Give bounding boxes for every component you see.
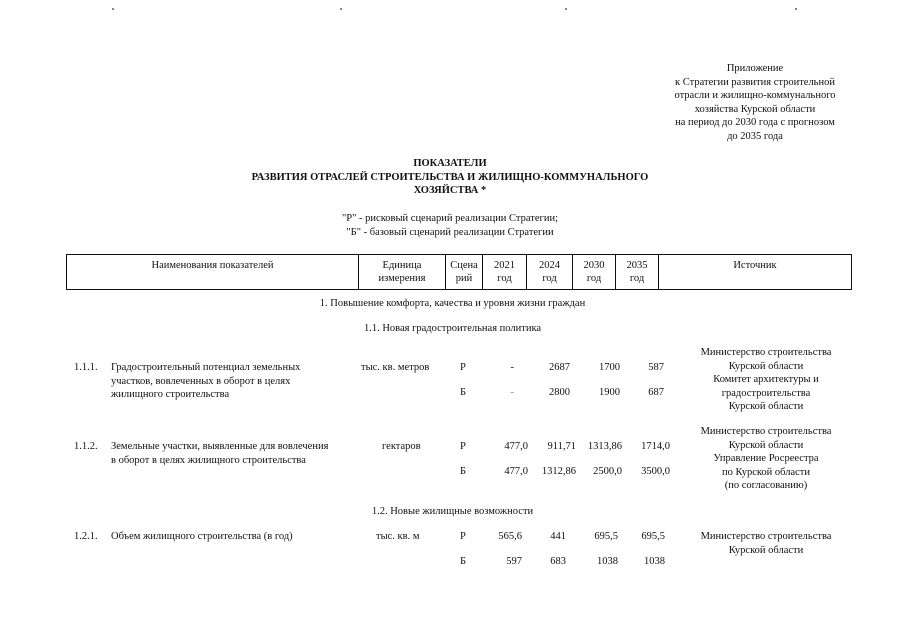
header-scenario-line: Сцена [450,260,478,271]
scenario-legend [250,212,650,239]
row-name-line: участков, вовлеченных в оборот в целях [111,375,291,387]
header-year-label: год [586,272,602,284]
value-2021: 597 [506,556,522,567]
row-source-line: Курской области [728,360,804,372]
row-number: 1.2.1. [74,531,98,542]
header-2021 [482,255,526,289]
row-source-line: Министерство строительства [700,531,832,542]
title-line: РАЗВИТИЯ ОТРАСЛЕЙ СТРОИТЕЛЬСТВА И ЖИЛИЩНО-КОММУНАЛЬНОГО [251,171,649,183]
value-2021: 477,0 [504,466,528,477]
value-2035: 587 [648,362,664,373]
document-title [200,157,700,198]
header-scenario [445,255,482,289]
table-header [66,254,852,290]
row-source-line: (по согласованию) [724,480,808,491]
value-2035: 695,5 [641,531,665,542]
row-source-line: по Курской области [721,466,811,478]
header-year-label: год [629,272,645,284]
row-source-line: Комитет архитектуры и [713,374,819,385]
header-2030 [572,255,615,289]
row-number: 1.1.2. [74,441,98,452]
scenario-code: Б [460,556,467,567]
row-source-line: градостроительства [721,387,811,399]
row-source-line: Министерство строительства [700,347,832,358]
value-2021: 477,0 [504,441,528,452]
value-2030: 1038 [597,556,618,567]
scan-speck [565,8,567,10]
appendix-line: отрасли и жилищно-коммунального [674,90,836,101]
appendix-line: до 2035 года [727,130,783,142]
scan-speck [112,8,114,10]
appendix-line: Приложение [726,63,784,74]
row-name [111,440,371,467]
scenario-code: Б [460,466,467,477]
scenario-r-text: "Р" - рисковый сценарий реализации Стратегии; [342,213,558,224]
row-unit: тыс. кв. м [376,531,420,542]
value-2024: 1312,86 [541,466,576,477]
appendix-note [640,62,870,143]
header-year-value: 2035 [626,260,648,271]
value-2021: - [510,362,514,373]
scenario-code: Р [460,362,466,373]
row-source-line: Курской области [728,439,804,451]
value-2035: 687 [648,387,664,398]
row-source-line: Курской области [728,544,804,556]
scenario-code: Б [460,387,467,398]
row-source [680,346,852,414]
value-2024: 441 [550,531,566,542]
subsection-heading: 1.1. Новая градостроительная политика [363,323,542,334]
header-source-label: Источник [733,260,777,271]
row-name-line: Градостроительный потенциал земельных [111,362,301,373]
row-name [111,530,351,544]
value-2024: 2800 [549,387,570,398]
appendix-line: хозяйства Курской области [694,103,816,115]
title-line: ПОКАЗАТЕЛИ [413,158,487,169]
row-name-line: Объем жилищного строительства (в год) [111,531,293,542]
scan-speck [795,8,797,10]
value-2021: - [510,387,514,398]
header-2035 [615,255,658,289]
value-2030: 1313,86 [587,441,622,452]
scenario-code: Р [460,441,466,452]
header-year-value: 2030 [583,260,605,271]
value-2024: 911,71 [547,441,576,452]
subsection-heading: 1.2. Новые жилищные возможности [371,506,534,517]
header-2024 [526,255,572,289]
value-2035: 3500,0 [641,466,670,477]
value-2030: 1700 [599,362,620,373]
header-year-value: 2021 [494,260,515,271]
row-source-line: Курской области [728,401,804,412]
scenario-code: Р [460,531,466,542]
section-heading: 1. Повышение комфорта, качества и уровня жизни граждан [319,298,586,309]
row-name [111,361,351,402]
value-2030: 2500,0 [593,466,622,477]
title-line: ХОЗЯЙСТВА * [413,185,487,196]
scenario-b-text: "Б" - базовый сценарий реализации Стратегии [346,226,554,238]
row-name-line: жилищного строительства [111,389,230,400]
value-2021: 565,6 [498,531,522,542]
header-name-label: Наименования показателей [151,260,274,271]
row-source-line: Управление Росреестра [713,453,819,464]
header-year-value: 2024 [539,260,560,271]
row-name-line: в оборот в целях жилищного строительства [111,454,306,466]
row-source [680,530,852,557]
header-unit-line: измерения [378,272,426,284]
scan-speck [340,8,342,10]
value-2024: 2687 [549,362,570,373]
value-2035: 1038 [644,556,665,567]
appendix-line: к Стратегии развития строительной [675,76,835,88]
header-year-label: год [542,272,557,284]
header-source [658,255,851,289]
row-unit: гектаров [382,441,421,452]
value-2030: 695,5 [594,531,618,542]
header-scenario-line: рий [455,272,473,284]
value-2024: 683 [550,556,566,567]
header-unit-line: Единица [382,260,422,271]
header-unit [358,255,445,289]
value-2035: 1714,0 [641,441,670,452]
row-number: 1.1.1. [74,362,98,373]
header-year-label: год [497,272,512,284]
row-unit: тыс. кв. метров [361,362,430,373]
value-2030: 1900 [599,387,620,398]
row-name-line: Земельные участки, выявленные для вовлечения [111,441,329,452]
appendix-line: на период до 2030 года с прогнозом [675,117,835,128]
row-source [680,425,852,493]
header-name [67,255,358,289]
row-source-line: Министерство строительства [700,426,832,437]
